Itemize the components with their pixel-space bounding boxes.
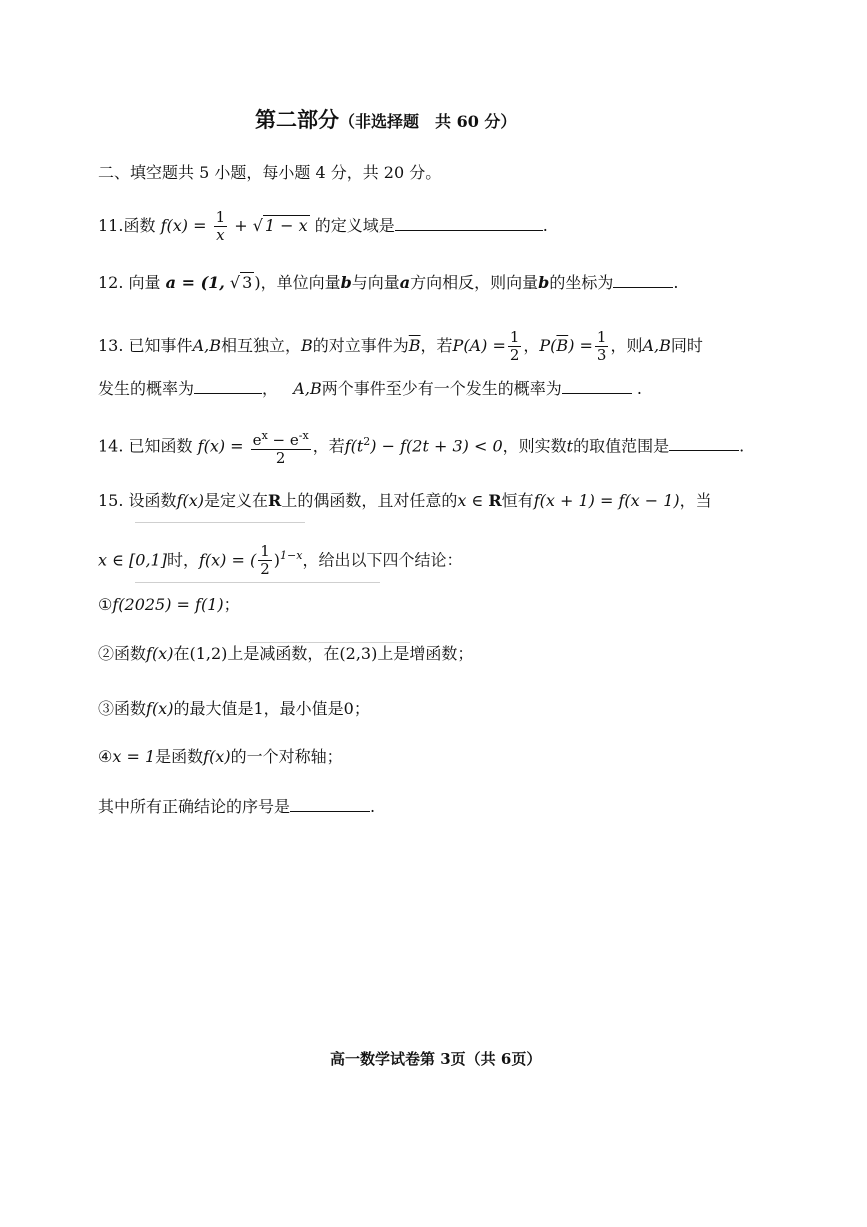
answer-blank-13b[interactable] [562,379,632,394]
answer-blank-15[interactable] [290,797,370,812]
question-15-line-1: 15. 设函数f(x)是定义在R上的偶函数，且对任意的x ∈ R恒有f(x + 1) = f(x − 1)，当 [98,491,712,510]
conclusion-1: ①f(2025) = f(1)； [98,595,240,614]
scan-artifact [135,582,380,583]
final-question: 其中所有正确结论的序号是 . [98,797,376,816]
fraction-exp: $\frac{e^x - e^{-x}}{2}$ [252,428,309,467]
scan-artifact [250,642,410,643]
answer-blank-11[interactable] [395,216,543,231]
fraction-1-over-x: $\frac{1}{x}$ [215,208,226,244]
conclusion-2: ②函数f(x)在(1,2)上是减函数，在(2,3)上是增函数； [98,644,474,663]
answer-blank-14[interactable] [669,436,739,451]
answer-blank-12[interactable] [613,273,673,288]
question-13-line-1: 13. 已知事件A,B相互独立，B的对立事件为$\overline{B}$，若P(A) = $\frac{1}{2}$ ，$P(\overline{B})$ = $\frac{1}{3}$ ，则A,B同时 [98,328,703,364]
scan-artifact [135,522,305,523]
question-12: 12. 向量 a = (1, √ 3 )，单位向量b与向量a方向相反，则向量b的坐标为 . [98,273,679,292]
conclusion-4: ④x = 1是函数f(x)的一个对称轴； [98,747,343,766]
page-title: 第二部分（非选择题 共 60 分） [255,107,517,132]
section-heading: 二、填空题共 5 小题，每小题 4 分，共 20 分。 [98,163,442,182]
answer-blank-13a[interactable] [194,379,262,394]
conclusion-3: ③函数f(x)的最大值是1，最小值是0； [98,699,370,718]
page-footer: 高一数学试卷第 3页（共 6页） [330,1050,542,1068]
question-14: 14. 已知函数 f(x) = $\frac{e^x - e^{-x}}{2}$ ，若$f(t^2) - f(2t + 3) < 0$，则实数t的取值范围是 . [98,428,745,467]
question-13-line-2: 发生的概率为 ， A,B两个事件至少有一个发生的概率为 . [98,379,642,398]
title-note: （非选择题 共 60 分） [339,112,517,131]
question-15-line-2: x ∈ [0,1]时，f(x) = ( $\frac{1}{2}$ )$^{1-x}$，给出以下四个结论： [98,542,463,579]
question-11: 11.函数 f(x) = $\frac{1}{x}$ + √ 1 − x 的定义域是 . [98,208,548,244]
